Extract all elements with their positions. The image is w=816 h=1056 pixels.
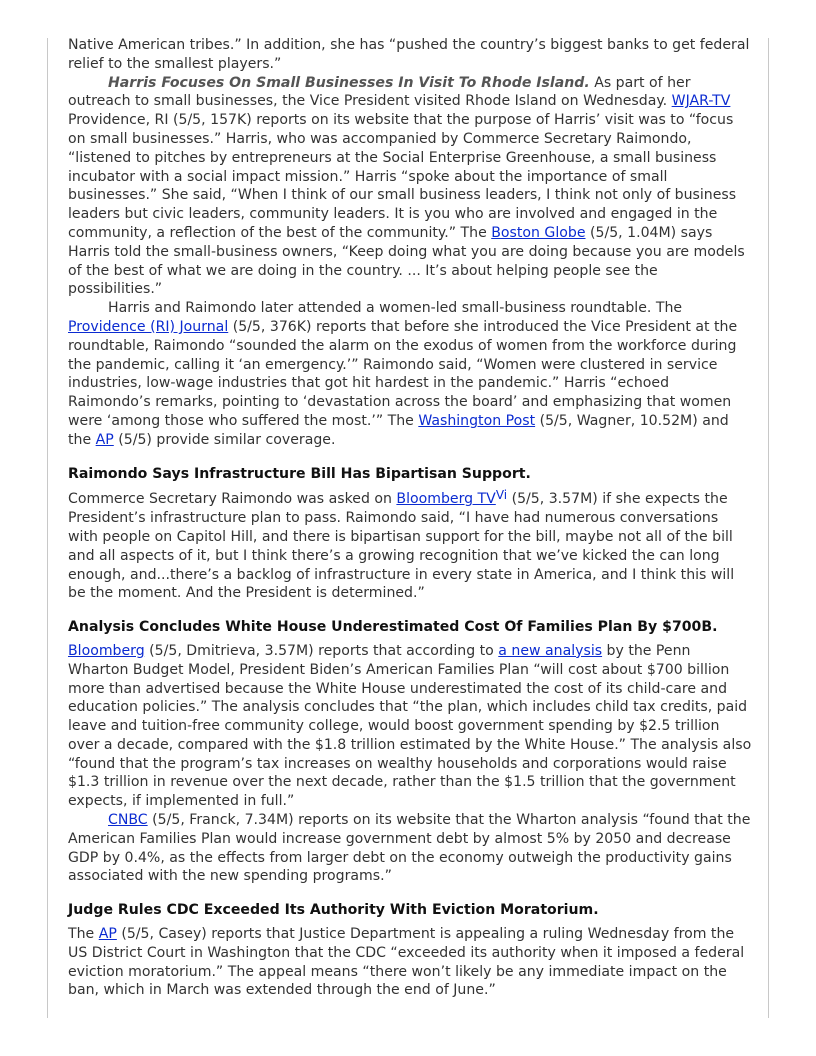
newsletter-body — [68, 36, 752, 1000]
link-bloomberg-tv[interactable]: Bloomberg TV — [396, 491, 496, 508]
link-ap[interactable]: AP — [95, 431, 114, 448]
right-margin-rule — [768, 38, 769, 1018]
link-providence-journal[interactable]: Providence (RI) Journal — [68, 318, 229, 335]
paragraph-continuation: Native American tribes.” In addition, she has “pushed the country’s biggest banks to get federal relief to the smallest players.” — [68, 37, 750, 72]
link-wjar-tv[interactable]: WJAR-TV — [671, 93, 731, 110]
paragraph-cnbc-analysis: CNBC (5/5, Franck, 7.34M) reports on its website that the Wharton analysis “found that the American Families Plan would increase government debt by almost 5% by 2050 and decrease GDP by 0.4%, as the effects from larger debt on the economy outweigh the productivity gains associated with the new spending programs.” — [68, 812, 751, 885]
headline-cdc-eviction: Judge Rules CDC Exceeded Its Authority With Eviction Moratorium. — [68, 902, 599, 919]
paragraph-cdc-eviction: The AP (5/5, Casey) reports that Justice Department is appealing a ruling Wednesday from the US District Court in Washington that the CDC “exceeded its authority when it imposed a federal eviction moratorium.” The appeal means “there won’t likely be any immediate impact on the ban, which in March was extended through the end of June.” — [68, 926, 745, 999]
subhead-harris-rhode-island: Harris Focuses On Small Businesses In Visit To Rhode Island. — [108, 74, 590, 91]
link-ap-casey[interactable]: AP — [98, 926, 117, 943]
link-boston-globe[interactable]: Boston Globe — [491, 224, 586, 241]
left-margin-rule — [47, 38, 48, 1018]
link-bloomberg[interactable]: Bloomberg — [68, 642, 145, 659]
link-washington-post[interactable]: Washington Post — [418, 412, 536, 429]
paragraph-raimondo-infrastructure: Commerce Secretary Raimondo was asked on Bloomberg $TV^{Vi}$ (5/5, 3.57M) if she expects the President’s infrastructure plan to pass. Raimondo said, “I have had numerous conversations with people on Capitol Hill, and there is bipartisan support for the bill, maybe not all of the bill and all aspects of it, but I think there’s a growing recognition that we’ve kicked the can long enough, and...there’s a backlog of infrastructure in every state in America, and I think this will be the moment. And the President is determined.” — [68, 488, 735, 602]
headline-raimondo-infrastructure: Raimondo Says Infrastructure Bill Has Bipartisan Support. — [68, 465, 531, 482]
paragraph-harris-rhode-island: Harris Focuses On Small Businesses In Visit To Rhode Island. As part of her outreach to small businesses, the Vice President visited Rhode Island on Wednesday. WJAR-TV Providence, RI (5/5, 157K) reports on its website that the purpose of Harris’ visit was to “focus on small businesses.” Harris, who was accompanied by Commerce Secretary Raimondo, “listened to pitches by entrepreneurs at the Social Enterprise Greenhouse, a small business incubator with a social impact mission.” Harris “spoke about the importance of small businesses.” She said, “When I think of our small business leaders, I think not only of business leaders but civic leaders, community leaders. It is you who are involved and engaged in the community, a reflection of the best of the community.” The Boston Globe (5/5, 1.04M) says Harris told the small-business owners, “Keep doing what you are doing because you are models of the best of what we are doing in the country. ... It’s about helping people see the possibilities.” — [68, 74, 745, 298]
headline-families-plan-analysis: Analysis Concludes White House Underestimated Cost Of Families Plan By $700B. — [68, 619, 718, 636]
link-cnbc[interactable]: CNBC — [108, 812, 148, 829]
link-new-analysis[interactable]: a new analysis — [498, 642, 603, 659]
paragraph-roundtable: Harris and Raimondo later attended a women-led small-business roundtable. The Providence (RI) Journal (5/5, 376K) reports that before she introduced the Vice President at the roundtable, Raimondo “sounded the alarm on the exodus of women from the workforce during the pandemic, calling it ‘an emergency.’” Raimondo said, “Women were clustered in service industries, low-wage industries that got hit hardest in the pandemic.” Harris “echoed Raimondo’s remarks, pointing to ‘devastation across the board’ and emphasizing that women were ‘among those who suffered the most.’” The Washington Post (5/5, Wagner, 10.52M) and the AP (5/5) provide similar coverage. — [68, 300, 738, 448]
paragraph-bloomberg-analysis: Bloomberg (5/5, Dmitrieva, 3.57M) reports that according to a new analysis by the Penn Wharton Budget Model, President Biden’s American Families Plan “will cost about $700 billion more than advertised because the White House underestimated the cost of its child-care and education policies.” The analysis concludes that “the plan, which includes child tax credits, paid leave and tuition-free community college, would boost government spending by $2.5 trillion over a decade, compared with the $1.8 trillion estimated by the White House.” The analysis also “found that the program’s tax increases on wealthy households and corporations would raise $1.3 trillion in revenue over the next decade, rather than the $1.5 trillion that the government expects, if implemented in full.” — [68, 642, 752, 810]
video-indicator[interactable]: Vi — [495, 488, 508, 503]
